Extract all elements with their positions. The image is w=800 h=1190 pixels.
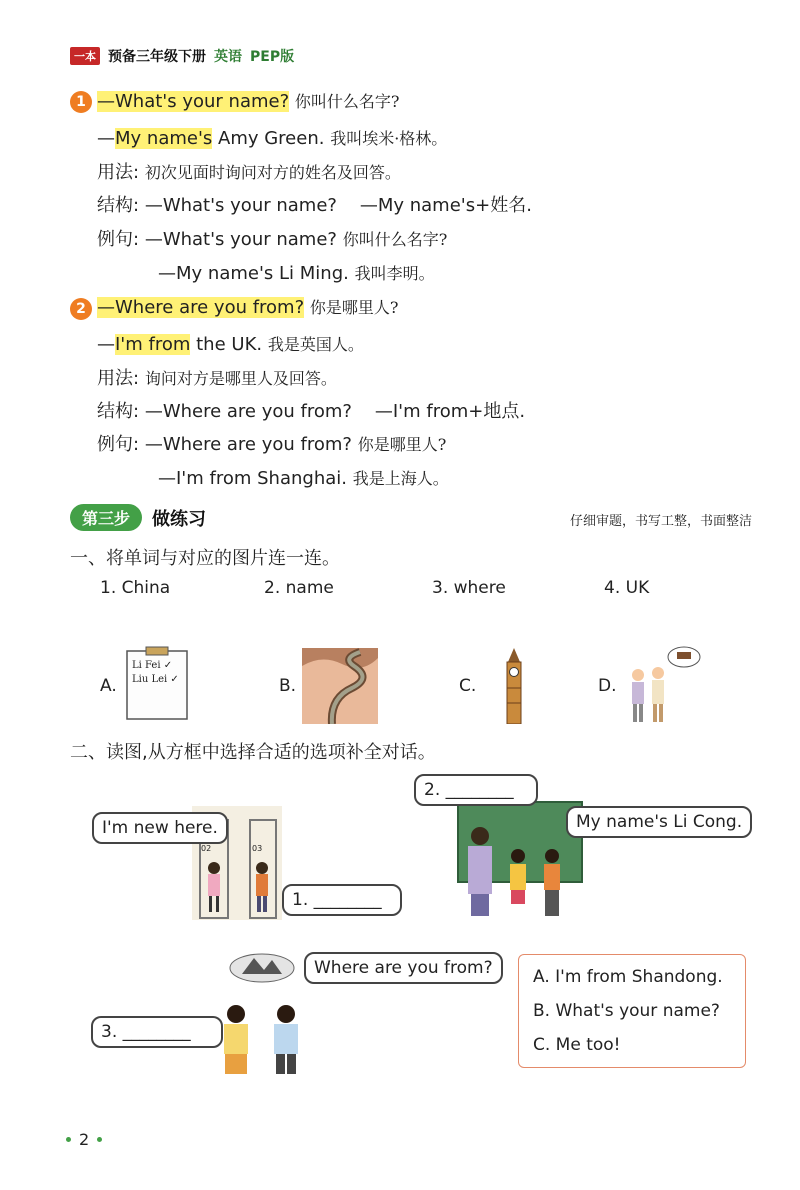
page-number: 2 <box>66 1130 102 1149</box>
item2-example-a: —I'm from Shanghai. 我是上海人。 <box>158 468 449 489</box>
item2-structure: 结构: —Where are you from? —I'm from+地点. <box>97 401 526 422</box>
big-ben-image <box>502 648 526 728</box>
exercise2-title: 二、读图,从方框中选择合适的选项补全对话。 <box>70 742 436 763</box>
item-number-1: 1 <box>70 91 92 113</box>
choice-a: A. I'm from Shandong. <box>533 967 723 987</box>
edition-label: PEP版 <box>250 49 295 65</box>
page-header <box>70 46 294 66</box>
item2-example-q: 例句: —Where are you from? 你是哪里人? <box>97 434 447 455</box>
two-people-image <box>624 645 704 729</box>
dot-icon <box>66 1137 71 1142</box>
speech-bubble-li-cong: My name's Li Cong. <box>566 806 752 838</box>
word-uk: 4. UK <box>604 578 650 598</box>
option-b-label: B. <box>279 676 297 696</box>
speech-bubble-new-here: I'm new here. <box>92 812 228 844</box>
answer-blank-3[interactable]: 3. ________ <box>91 1016 223 1048</box>
subject-label: 英语 <box>214 49 242 65</box>
step-motto: 仔细审题，书写工整，书面整洁 <box>569 514 752 529</box>
speech-bubble-where-from: Where are you from? <box>304 952 503 984</box>
option-c-label: C. <box>459 676 477 696</box>
choice-b: B. What's your name? <box>533 1001 720 1021</box>
item1-structure: 结构: —What's your name? —My name's+姓名. <box>97 195 532 216</box>
item1-example-a: —My name's Li Ming. 我叫李明。 <box>158 263 435 284</box>
answer-blank-1[interactable]: 1. ________ <box>282 884 402 916</box>
item2-answer: —I'm from the UK. 我是英国人。 <box>97 334 364 355</box>
dot-icon <box>97 1137 102 1142</box>
option-d-label: D. <box>598 676 617 696</box>
checklist-image: Li Fei ✓ Liu Lei ✓ <box>124 645 190 721</box>
word-china: 1. China <box>100 578 171 598</box>
exercise1-title: 一、将单词与对应的图片连一连。 <box>70 548 340 569</box>
great-wall-image <box>302 648 378 728</box>
option-a-label: A. <box>100 676 117 696</box>
item1-usage: 用法: 初次见面时询问对方的姓名及回答。 <box>97 162 401 183</box>
word-name: 2. name <box>264 578 334 598</box>
brand-logo: 一本 <box>70 47 100 65</box>
item1-question: —What's your name? 你叫什么名字? <box>97 91 400 112</box>
step-label: 第三步 <box>70 504 142 531</box>
choice-box <box>518 954 746 1068</box>
item1-example-q: 例句: —What's your name? 你叫什么名字? <box>97 229 448 250</box>
item2-question: —Where are you from? 你是哪里人? <box>97 297 399 318</box>
item2-usage: 用法: 询问对方是哪里人及回答。 <box>97 368 337 389</box>
choice-c: C. Me too! <box>533 1035 621 1055</box>
item1-answer: —My name's Amy Green. 我叫埃米·格林。 <box>97 128 448 149</box>
scene3-illustration <box>206 952 308 1080</box>
step-title: 做练习 <box>152 508 207 530</box>
answer-blank-2[interactable]: 2. ________ <box>414 774 538 806</box>
book-title: 预备三年级下册 <box>108 49 206 65</box>
scene1-illustration: 02 03 <box>192 806 282 924</box>
word-where: 3. where <box>432 578 506 598</box>
scene2-illustration <box>452 800 584 922</box>
item-number-2: 2 <box>70 298 92 320</box>
step-header <box>70 504 206 531</box>
